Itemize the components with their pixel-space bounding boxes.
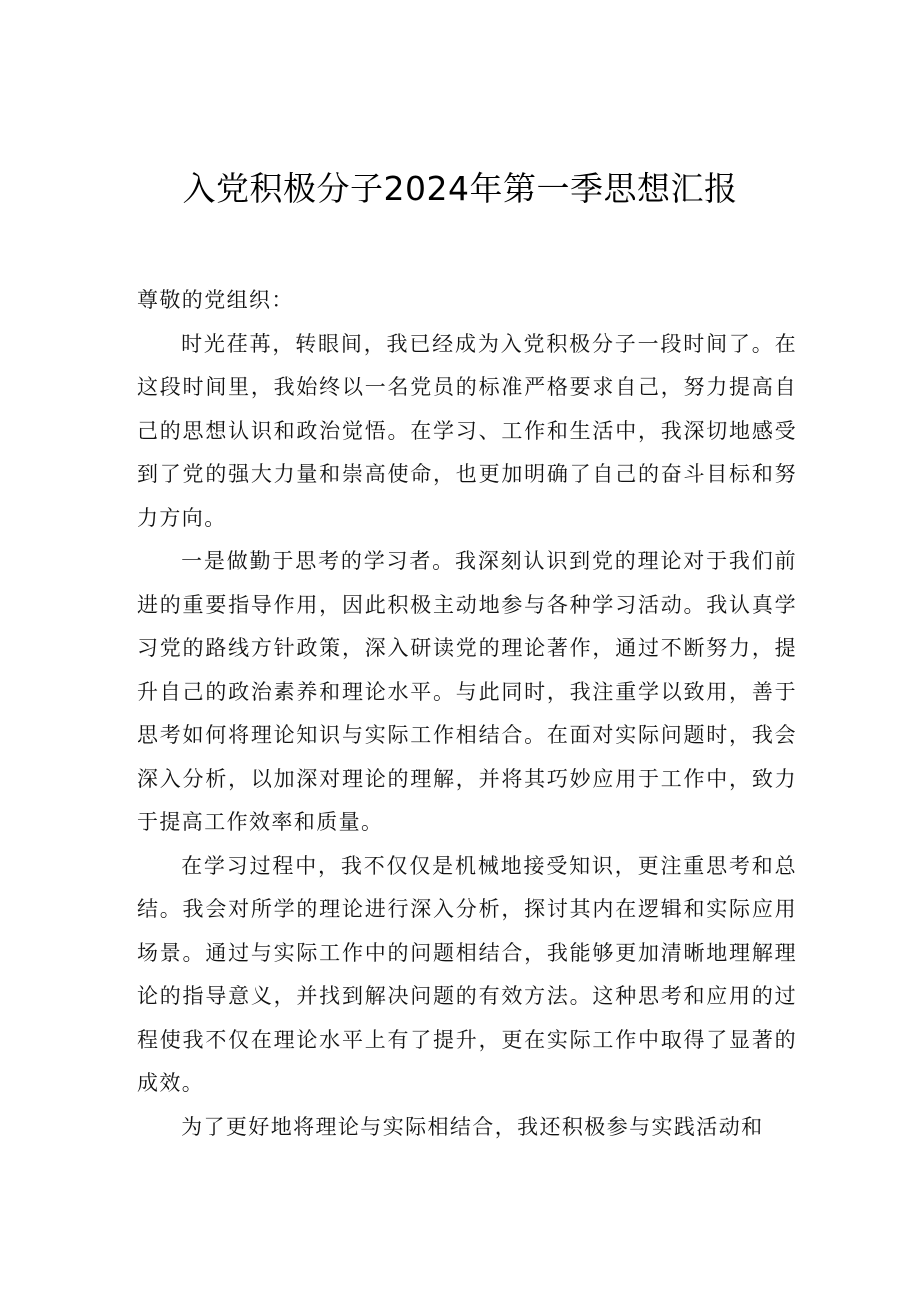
document-body bbox=[137, 279, 797, 1149]
paragraph-1: 时光荏苒，转眼间，我已经成为入党积极分子一段时间了。在这段时间里，我始终以一名党员的标准严格要求自己，努力提高自己的思想认识和政治觉悟。在学习、工作和生活中，我深切地感受到了党的强大力量和崇高使命，也更加明确了自己的奋斗目标和努力方向。 bbox=[137, 331, 797, 530]
salutation: 尊敬的党组织： bbox=[137, 288, 294, 312]
paragraph-2: 一是做勤于思考的学习者。我深刻认识到党的理论对于我们前进的重要指导作用，因此积极主动地参与各种学习活动。我认真学习党的路线方针政策，深入研读党的理论著作，通过不断努力，提升自己的政治素养和理论水平。与此同时，我注重学以致用，善于思考如何将理论知识与实际工作相结合。在面对实际问题时，我会深入分析，以加深对理论的理解，并将其巧妙应用于工作中，致力于提高工作效率和质量。 bbox=[137, 549, 797, 834]
document-title: 入党积极分子2024年第一季思想汇报 bbox=[182, 169, 738, 208]
paragraph-4: 为了更好地将理论与实际相结合，我还积极参与实践活动和 bbox=[181, 1114, 764, 1139]
paragraph-3: 在学习过程中，我不仅仅是机械地接受知识，更注重思考和总结。我会对所学的理论进行深入分析，探讨其内在逻辑和实际应用场景。通过与实际工作中的问题相结合，我能够更加清晰地理解理论的指导意义，并找到解决问题的有效方法。这种思考和应用的过程使我不仅在理论水平上有了提升，更在实际工作中取得了显著的成效。 bbox=[137, 853, 797, 1095]
